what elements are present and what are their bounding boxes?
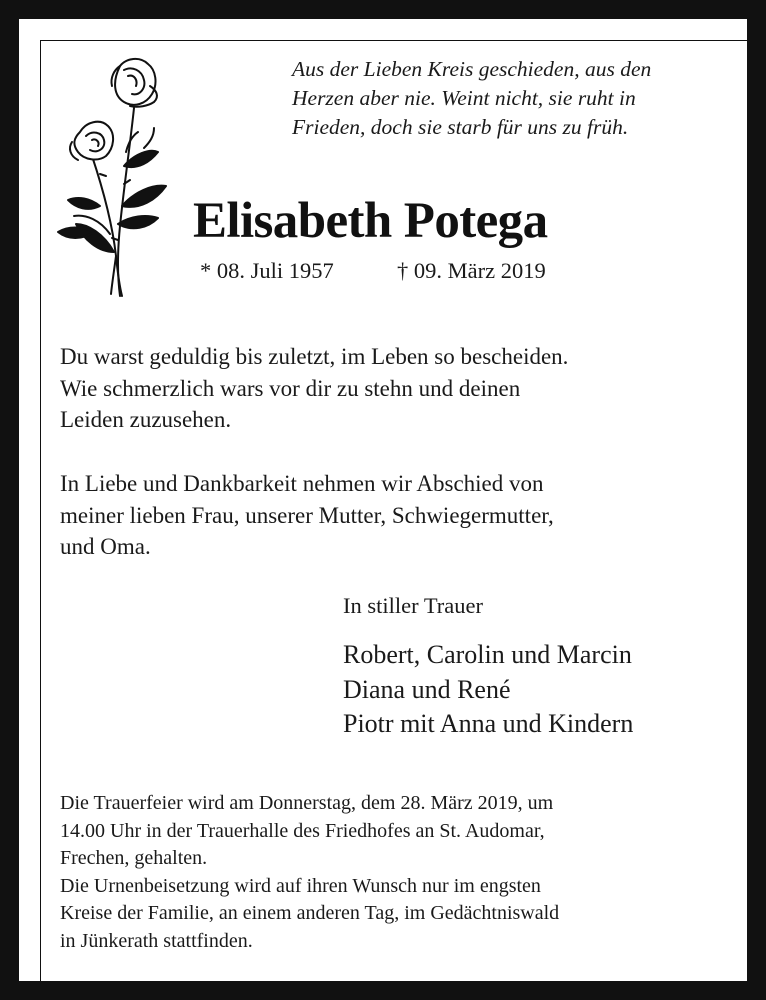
- notice-line: Frechen, gehalten.: [60, 847, 208, 869]
- rose-icon: [54, 56, 172, 300]
- farewell-line: meiner lieben Frau, unserer Mutter, Schwiegermutter,: [60, 502, 554, 528]
- quote-line: Frieden, doch sie starb für uns zu früh.: [292, 115, 629, 139]
- mourner-entry: Robert, Carolin und Marcin: [343, 640, 632, 669]
- notice-line: Die Trauerfeier wird am Donnerstag, dem 28. März 2019, um: [60, 792, 554, 814]
- farewell-paragraph: [60, 468, 720, 563]
- notice-line: Kreise der Familie, an einem anderen Tag, im Gedächtniswald: [60, 902, 560, 924]
- notice-line: Die Urnenbeisetzung wird auf ihren Wunsch nur im engsten: [60, 874, 541, 897]
- tribute-line: Wie schmerzlich wars vor dir zu stehn und deinen: [60, 375, 521, 401]
- mourning-label: In stiller Trauer: [343, 593, 483, 618]
- mourner-entry: Piotr mit Anna und Kindern: [343, 709, 634, 738]
- memorial-quote: [292, 55, 732, 142]
- notice-line: 14.00 Uhr in der Trauerhalle des Friedhofes an St. Audomar,: [60, 819, 545, 842]
- farewell-line: In Liebe und Dankbarkeit nehmen wir Abschied von: [60, 471, 544, 496]
- notice-line: in Jünkerath stattfinden.: [60, 929, 253, 952]
- life-dates: [200, 258, 546, 284]
- tribute-line: Leiden zuzusehen.: [60, 407, 232, 432]
- quote-line: Aus der Lieben Kreis geschieden, aus den: [292, 57, 652, 81]
- quote-line: Herzen aber nie. Weint nicht, sie ruht in: [292, 86, 636, 110]
- birth-date: * 08. Juli 1957: [200, 258, 334, 283]
- funeral-notice: [60, 790, 730, 955]
- death-date: † 09. März 2019: [397, 258, 546, 283]
- tribute-paragraph: [60, 341, 720, 436]
- mourner-entry: Diana und René: [343, 674, 511, 704]
- deceased-name: Elisabeth Potega: [193, 193, 548, 249]
- tribute-line: Du warst geduldig bis zuletzt, im Leben so bescheiden.: [60, 344, 569, 369]
- mourners-list: [343, 638, 633, 742]
- farewell-line: und Oma.: [60, 534, 151, 559]
